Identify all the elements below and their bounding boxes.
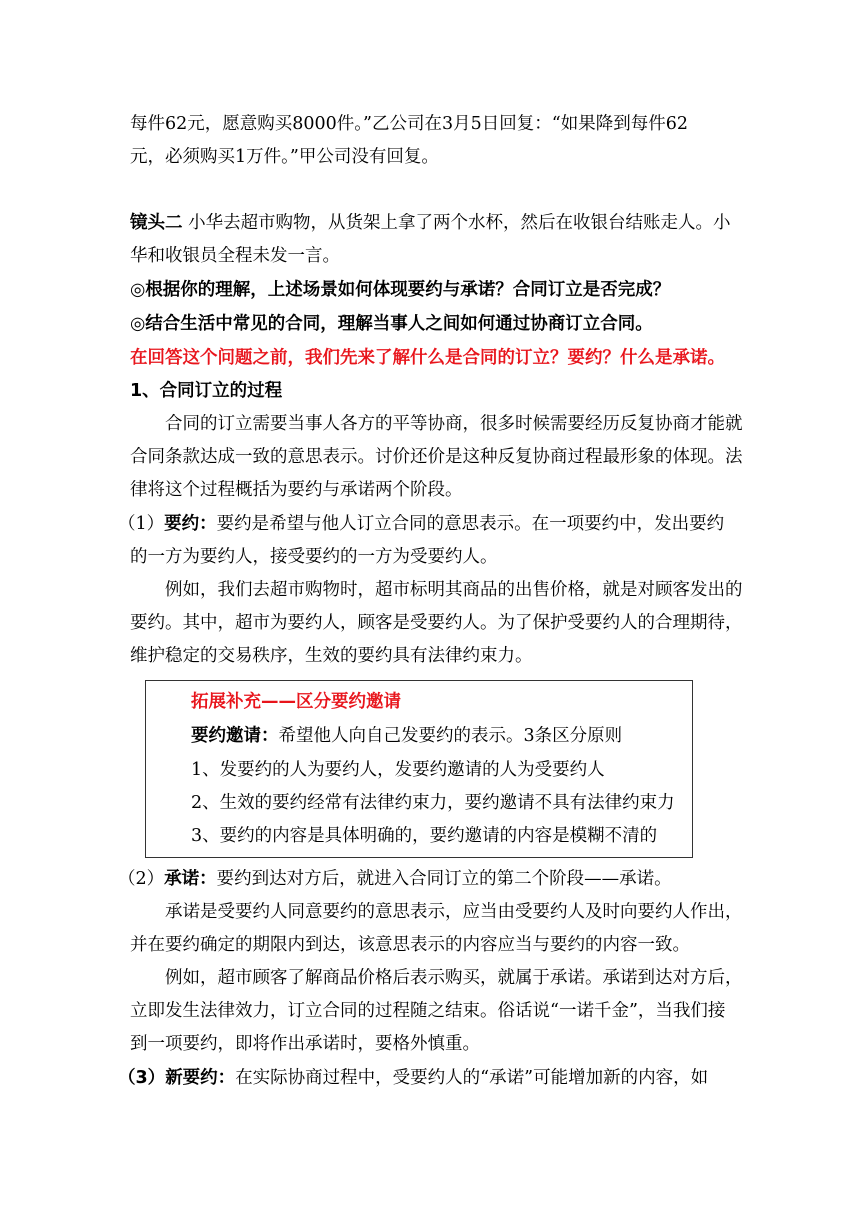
question-1: ◎根据你的理解，上述场景如何体现要约与承诺？合同订立是否完成？ <box>130 280 671 300</box>
offer-text: 要约是希望与他人订立合同的意思表示。在一项要约中，发出要约 <box>216 514 725 534</box>
scenario2-line2: 华和收银员全程未发一言。 <box>130 246 340 266</box>
box-def-text: 希望他人向自己发要约的表示。3条区分原则 <box>278 726 623 746</box>
offer-example-line3: 维护稳定的交易秩序，生效的要约具有法律约束力。 <box>130 646 533 666</box>
acceptance-example-line2: 立即发生法律效力，订立合同的过程随之结束。俗话说“一诺千金”，当我们接 <box>130 1001 726 1021</box>
acceptance-para-line2: 并在要约确定的期限内到达，该意思表示的内容应当与要约的内容一致。 <box>130 935 690 955</box>
box-item-1: 1、发要约的人为要约人，发要约邀请的人为受要约人 <box>191 760 605 780</box>
scenario1-line1: 每件62元，愿意购买8000件。”乙公司在3月5日回复：“如果降到每件62 <box>130 114 688 134</box>
acceptance-para-line1: 承诺是受要约人同意要约的意思表示，应当由受要约人及时向要约人作出， <box>165 902 743 922</box>
red-intro: 在回答这个问题之前，我们先来了解什么是合同的订立？要约？什么是承诺。 <box>130 348 725 368</box>
section-heading: 1、合同订立的过程 <box>130 381 283 401</box>
para1-line1: 合同的订立需要当事人各方的平等协商，很多时候需要经历反复协商才能就 <box>165 414 743 434</box>
acceptance-example-line1: 例如，超市顾客了解商品价格后表示购买，就属于承诺。承诺到达对方后， <box>165 968 743 988</box>
scenario2-line1 <box>130 211 740 235</box>
supplement-box <box>145 680 693 858</box>
para1-line3: 律将这个过程概括为要约与承诺两个阶段。 <box>130 480 463 500</box>
box-def-label: 要约邀请： <box>191 726 279 746</box>
scenario2-label: 镜头二 <box>130 213 183 233</box>
new-offer-text: 在实际协商过程中，受要约人的“承诺”可能增加新的内容，如 <box>235 1068 709 1088</box>
box-item-3: 3、要约的内容是具体明确的，要约邀请的内容是模糊不清的 <box>191 826 658 846</box>
offer-num: （1） <box>118 514 165 534</box>
acceptance-example-line3: 到一项要约，即将作出承诺时，要格外慎重。 <box>130 1034 480 1054</box>
box-definition <box>191 724 622 748</box>
offer-example-line2: 要约。其中，超市为要约人，顾客是受要约人。为了保护受要约人的合理期待， <box>130 613 743 633</box>
offer-label: 要约： <box>164 514 217 534</box>
acceptance-line1 <box>118 867 728 891</box>
question-2: ◎结合生活中常见的合同，理解当事人之间如何通过协商订立合同。 <box>130 314 653 334</box>
box-item-2: 2、生效的要约经常有法律约束力，要约邀请不具有法律约束力 <box>191 793 675 813</box>
offer-line2: 的一方为要约人，接受要约的一方为受要约人。 <box>130 547 498 567</box>
offer-example-line1: 例如，我们去超市购物时，超市标明其商品的出售价格，就是对顾客发出的 <box>165 580 743 600</box>
acceptance-num: （2） <box>118 869 165 889</box>
new-offer-line1 <box>118 1066 728 1090</box>
acceptance-label: 承诺： <box>164 869 217 889</box>
acceptance-text: 要约到达对方后，就进入合同订立的第二个阶段——承诺。 <box>216 869 672 889</box>
offer-line1 <box>118 512 728 536</box>
box-title: 拓展补充——区分要约邀请 <box>191 692 401 712</box>
scenario2-text: 小华去超市购物，从货架上拿了两个水杯，然后在收银台结账走人。小 <box>182 213 731 233</box>
new-offer-label: 新要约： <box>165 1068 236 1088</box>
new-offer-num: （3） <box>118 1068 166 1088</box>
scenario1-line2: 元，必须购买1万件。”甲公司没有回复。 <box>130 147 439 167</box>
para1-line2: 合同条款达成一致的意思表示。讨价还价是这种反复协商过程最形象的体现。法 <box>130 447 743 467</box>
